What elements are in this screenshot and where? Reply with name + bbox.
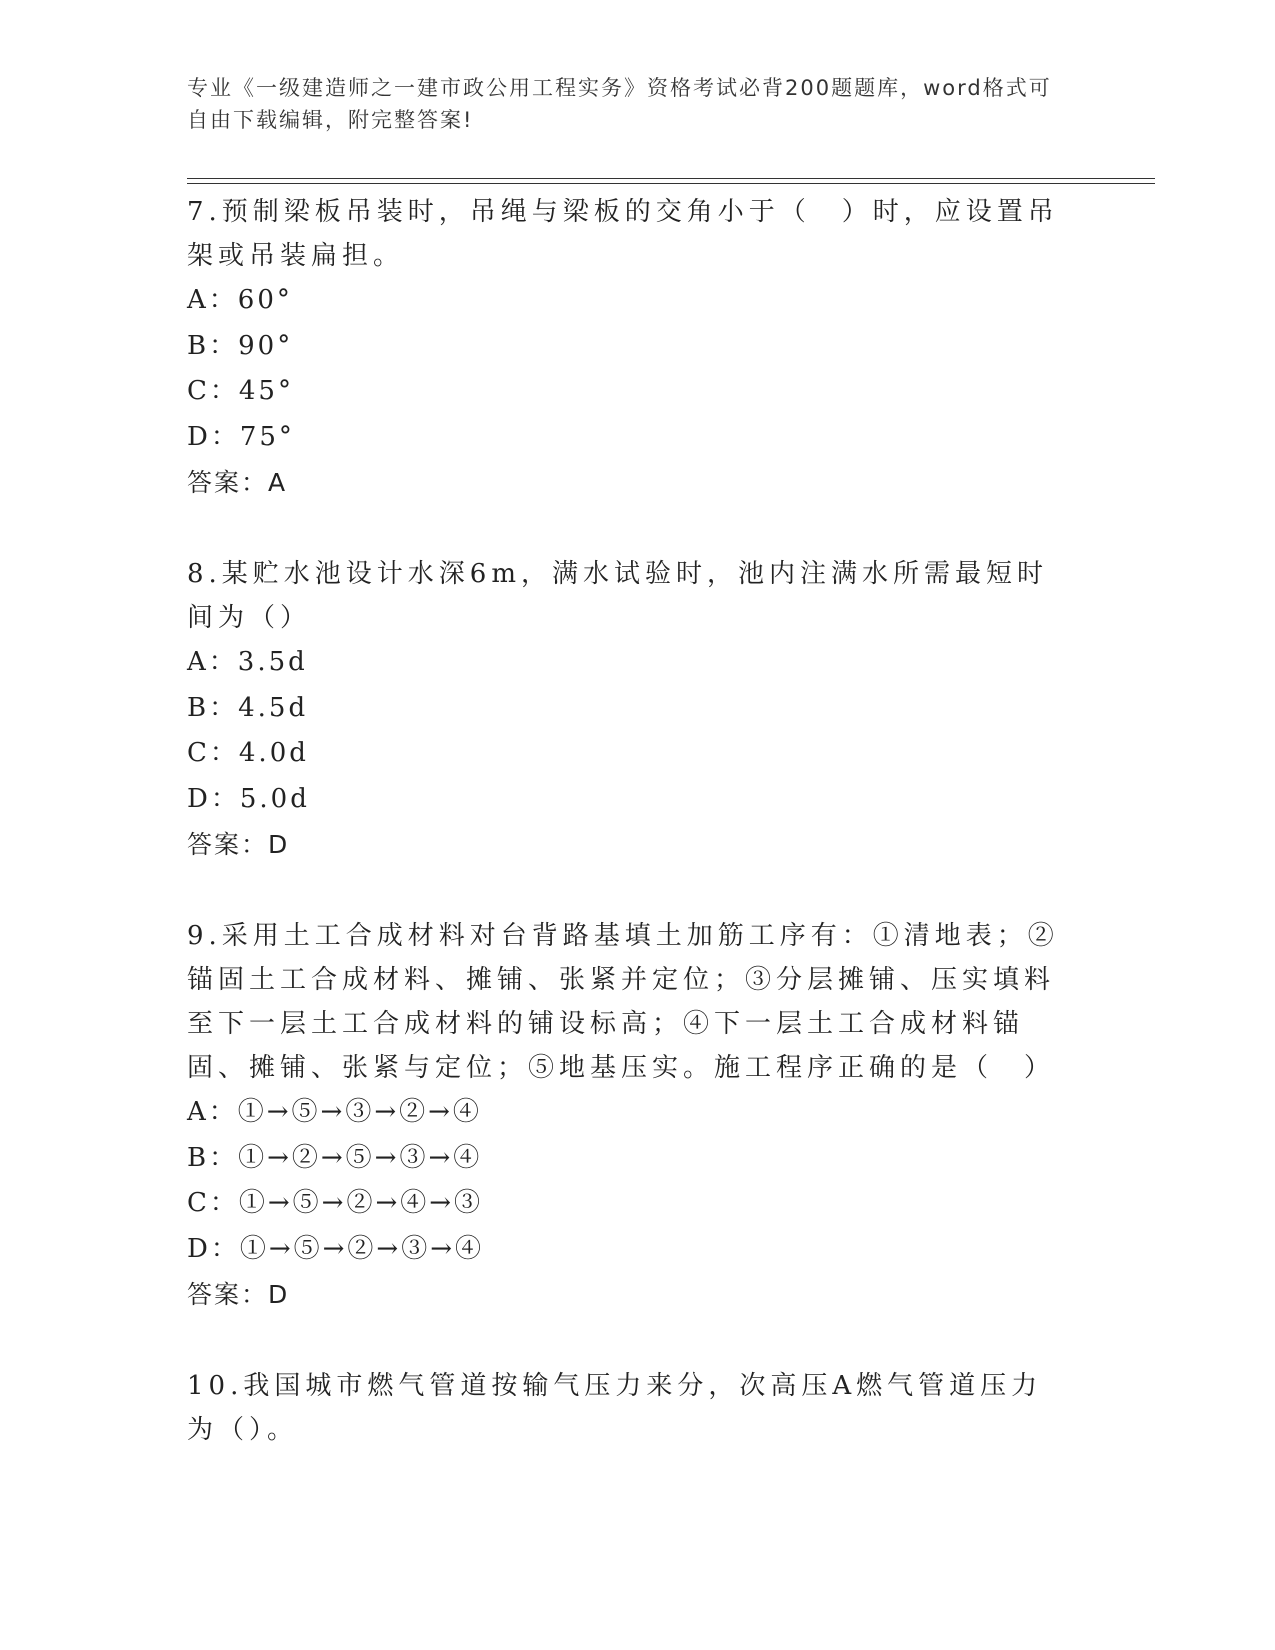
question-10 — [187, 1364, 1067, 1452]
option-d: D：75° — [187, 421, 295, 452]
question-9 — [187, 914, 1067, 1318]
option-b: B：4.5d — [187, 692, 309, 723]
question-stem: 7.预制梁板吊装时，吊绳与梁板的交角小于（ ）时，应设置吊架或吊装扁担。 — [187, 197, 1059, 271]
option-d: D：5.0d — [187, 783, 310, 814]
question-8 — [187, 552, 1067, 868]
header-divider-bottom — [187, 183, 1155, 184]
option-a: A：①→⑤→③→②→④ — [187, 1097, 482, 1127]
option-b: B：90° — [187, 330, 294, 361]
answer-label: 答案：D — [187, 830, 290, 859]
answer-label: 答案：A — [187, 468, 288, 497]
question-stem: 8.某贮水池设计水深6m，满水试验时，池内注满水所需最短时间为（） — [187, 559, 1049, 633]
question-list — [187, 190, 1067, 1498]
option-a: A：60° — [187, 285, 293, 315]
option-c: C：45° — [187, 376, 294, 406]
answer-label: 答案：D — [187, 1280, 290, 1309]
option-a: A：3.5d — [187, 647, 308, 677]
header-divider-top — [187, 178, 1155, 179]
option-b: B：①→②→⑤→③→④ — [187, 1142, 483, 1173]
option-d: D：①→⑤→②→③→④ — [187, 1233, 484, 1264]
option-c: C：4.0d — [187, 738, 309, 768]
question-stem: 9.采用土工合成材料对台背路基填土加筋工序有：①清地表；②锚固土工合成材料、摊铺、张紧并定位；③分层摊铺、压实填料至下一层土工合成材料的铺设标高；④下一层土工合成材料锚固、摊铺、张紧与定位；⑤地基压实。施工程序正确的是（ ） — [187, 921, 1059, 1083]
document-header: 专业《一级建造师之一建市政公用工程实务》资格考试必背200题题库，word格式可自由下载编辑，附完整答案! — [187, 76, 1052, 132]
option-c: C：①→⑤→②→④→③ — [187, 1188, 484, 1218]
question-stem: 10.我国城市燃气管道按输气压力来分，次高压A燃气管道压力为（）。 — [187, 1371, 1043, 1445]
question-7 — [187, 190, 1067, 506]
